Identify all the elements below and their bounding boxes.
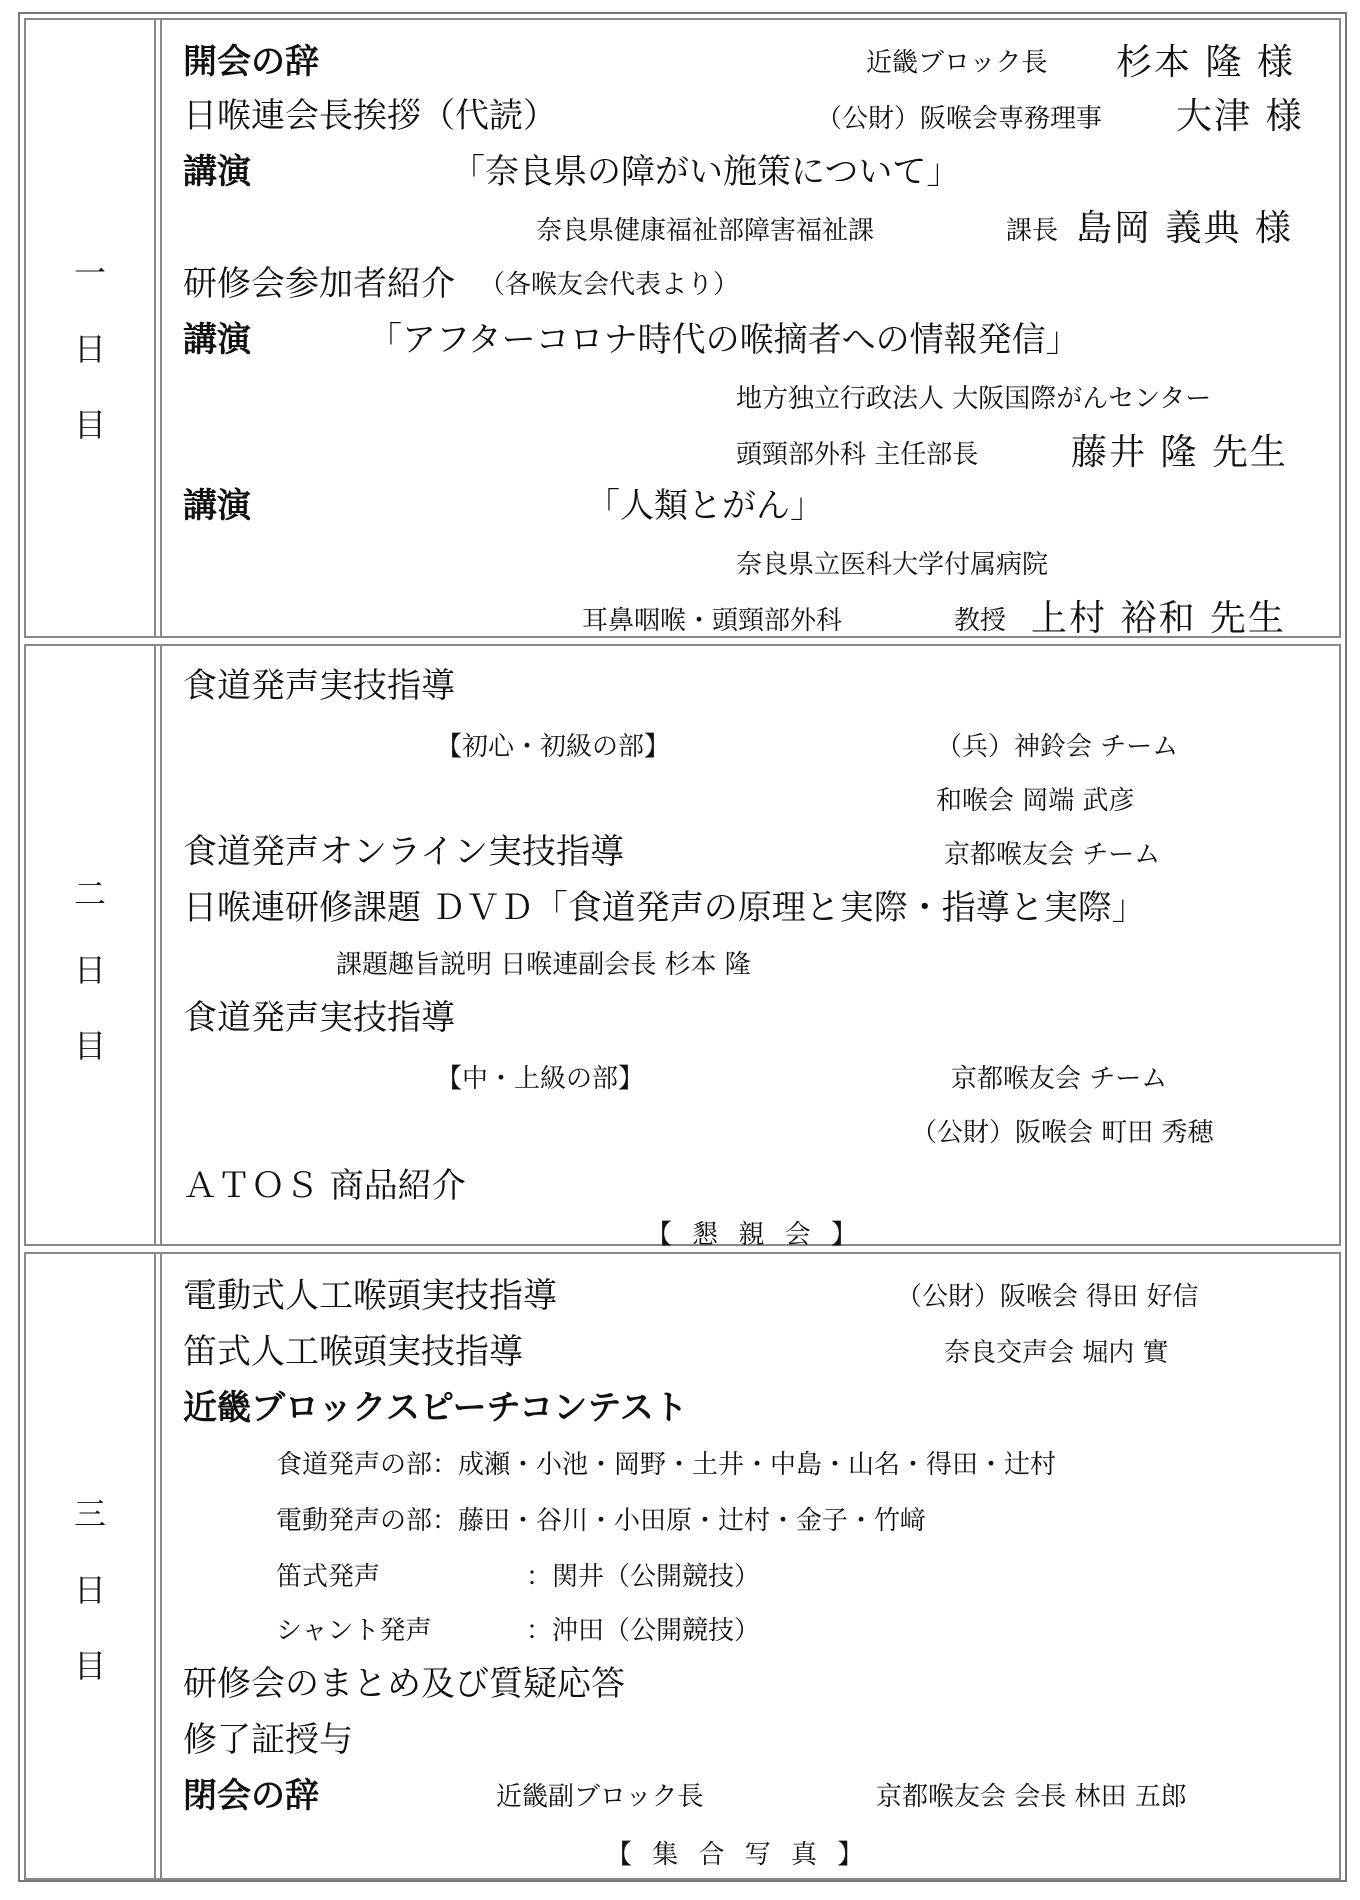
d2-online-team: 京都喉友会 チーム [944,840,1161,870]
d3-whistle-label: 笛式発声 [276,1562,381,1592]
day1-section [24,18,1341,638]
d2-social-gathering: 【 懇 親 会 】 [646,1220,864,1250]
day3-label: 三 日 目 [73,1495,106,1685]
d3-electric-instructor: （公財）阪喉会 得田 好信 [896,1282,1199,1312]
lecture1-topic: 「奈良県の障がい施策について」 [451,152,961,192]
d2-esophageal-title: 食道発声実技指導 [183,666,455,706]
lecture1-name: 島岡 義典 様 [1076,208,1293,249]
lecture2-affil2: 頭頸部外科 主任部長 [736,440,979,470]
d2-dvd-explain: 課題趣旨説明 日喉連副会長 杉本 隆 [336,950,751,980]
lecture2-name: 藤井 隆 先生 [1071,432,1288,473]
d2-dvd-title: 日喉連研修課題 ＤＶＤ「食道発声の原理と実際・指導と実際」 [183,888,1146,928]
lecture3-affil2: 耳鼻咽喉・頭頸部外科 [582,606,843,636]
greeting-name: 大津 様 [1176,96,1304,137]
d2-beginner-team: （兵）神鈴会 チーム [936,732,1179,762]
d3-electric-contestants: 電動発声の部：藤田・谷川・小田原・辻村・金子・竹﨑 [276,1506,927,1536]
day1-label: 一 日 目 [73,254,106,444]
day2-label: 二 日 目 [73,875,106,1065]
opening-name: 杉本 隆 様 [1116,42,1295,83]
d3-group-photo: 【 集 合 写 真 】 [606,1840,870,1870]
d2-beginner-level: 【初心・初級の部】 [436,732,671,762]
d2-beginner-instructor: 和喉会 岡端 武彦 [936,786,1135,816]
d3-summary-title: 研修会のまとめ及び質疑応答 [183,1664,625,1704]
d2-esophageal-title2: 食道発声実技指導 [183,998,455,1038]
lecture3-affil: 奈良県立医科大学付属病院 [736,550,1049,580]
opening-role: 近畿ブロック長 [866,48,1048,78]
lecture3-role: 教授 [954,606,1007,636]
d3-electric-title: 電動式人工喉頭実技指導 [183,1276,557,1316]
d2-advanced-instructor: （公財）阪喉会 町田 秀穂 [911,1118,1214,1148]
d3-shunt-contestants: ：沖田（公開競技） [526,1616,761,1646]
day2-section [24,644,1341,1250]
program-sheet [18,12,1347,1882]
d3-closing-name: 京都喉友会 会長 林田 五郎 [876,1782,1187,1812]
d3-whistle-contestants: ：関井（公開競技） [526,1562,761,1592]
lecture3-name: 上村 裕和 先生 [1031,598,1286,639]
d3-certificate-title: 修了証授与 [183,1720,353,1760]
lecture1-title: 講演 [183,152,251,192]
d2-atos-title: ＡＴＯＳ 商品紹介 [183,1166,466,1206]
d3-esophageal-contestants: 食道発声の部：成瀬・小池・岡野・土井・中島・山名・得田・辻村 [276,1450,1057,1480]
greeting-title: 日喉連会長挨拶（代読） [183,96,557,136]
d3-speech-contest-title: 近畿ブロックスピーチコンテスト [183,1388,688,1428]
d2-advanced-level: 【中・上級の部】 [436,1064,645,1094]
lecture2-title: 講演 [183,320,251,360]
d3-whistle-title: 笛式人工喉頭実技指導 [183,1332,523,1372]
opening-title: 開会の辞 [183,42,319,82]
intro-title: 研修会参加者紹介 [183,264,455,304]
d3-shunt-label: シャント発声 [276,1616,432,1646]
intro-note: （各喉友会代表より） [479,270,740,300]
d2-online-title: 食道発声オンライン実技指導 [183,832,624,872]
day3-section [24,1252,1341,1880]
d3-whistle-instructor: 奈良交声会 堀内 實 [944,1338,1169,1368]
d3-closing-title: 閉会の辞 [183,1776,319,1816]
lecture2-topic: 「アフターコロナ時代の喉摘者への情報発信」 [368,320,1080,360]
d2-advanced-team: 京都喉友会 チーム [951,1064,1168,1094]
d3-closing-role: 近畿副ブロック長 [496,1782,704,1812]
greeting-role: （公財）阪喉会専務理事 [816,104,1103,134]
lecture3-topic: 「人類とがん」 [586,486,824,526]
lecture3-title: 講演 [183,486,251,526]
lecture2-affil: 地方独立行政法人 大阪国際がんセンター [736,384,1212,414]
lecture1-role: 課長 [1006,216,1059,246]
lecture1-affil: 奈良県健康福祉部障害福祉課 [536,216,875,246]
